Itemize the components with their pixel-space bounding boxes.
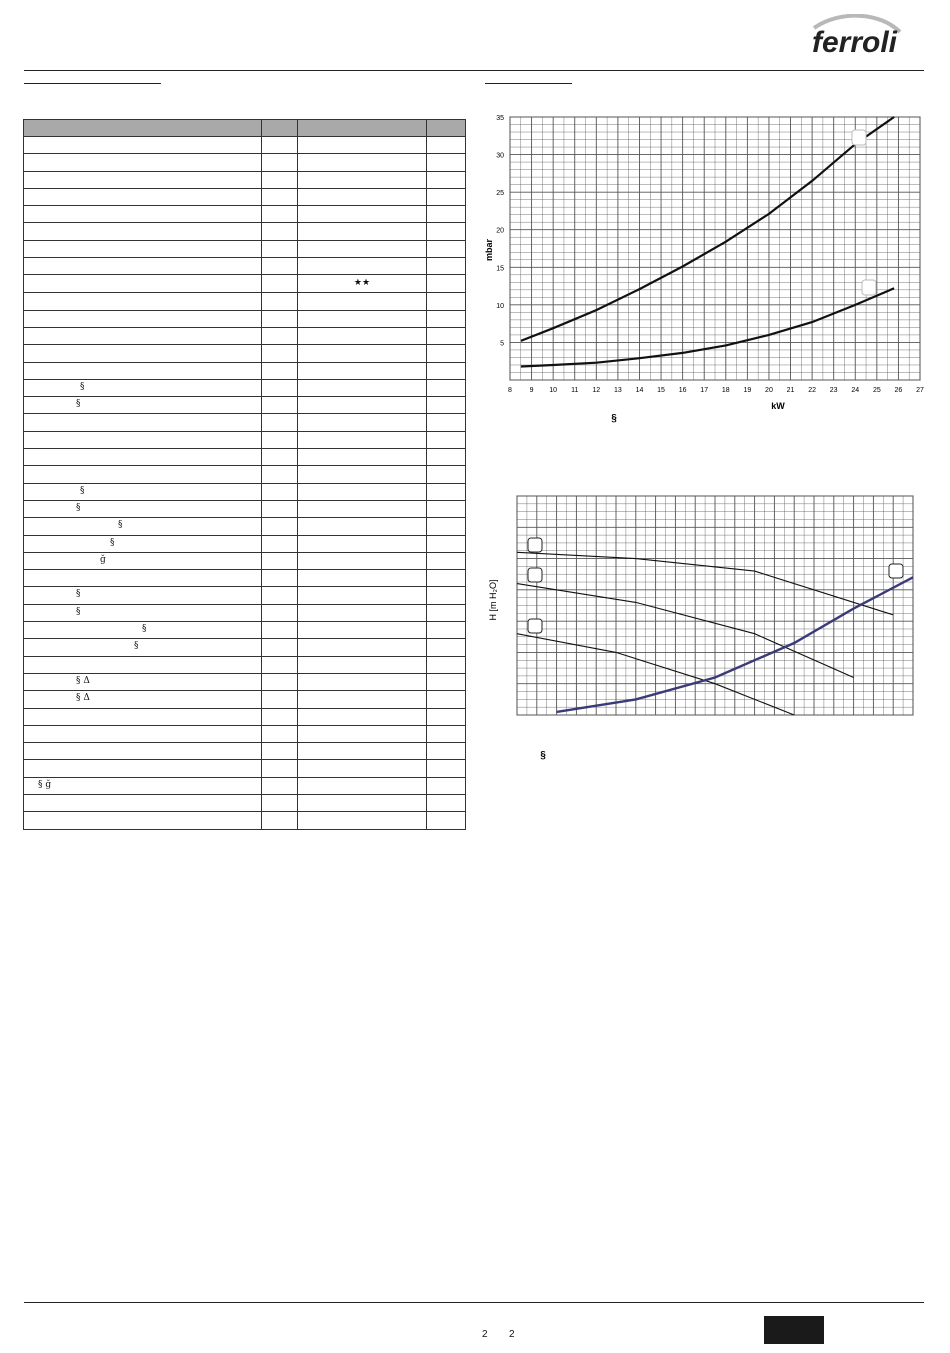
table-row <box>24 570 466 587</box>
page-number-left: 2 <box>482 1329 488 1340</box>
table-cell <box>298 587 427 604</box>
table-cell <box>427 552 466 569</box>
table-row <box>24 587 466 604</box>
brand-text: ferroli <box>812 26 898 58</box>
table-cell <box>262 327 298 344</box>
table-cell <box>298 725 427 742</box>
table-cell <box>24 431 262 448</box>
table-row <box>24 639 466 656</box>
table-cell <box>427 362 466 379</box>
table-cell <box>24 310 262 327</box>
y-tick-label: 30 <box>496 152 504 160</box>
table-cell <box>262 604 298 621</box>
table-cell <box>262 483 298 500</box>
table-cell <box>262 137 298 154</box>
table-row <box>24 414 466 431</box>
table-cell <box>24 483 262 500</box>
left-section-underline <box>24 83 161 84</box>
table-row <box>24 171 466 188</box>
table-cell <box>24 673 262 690</box>
header-cell <box>298 120 427 137</box>
x-tick-label: 8 <box>508 387 512 394</box>
table-cell <box>298 708 427 725</box>
table-cell <box>427 137 466 154</box>
table-cell <box>298 293 427 310</box>
table-cell <box>24 275 262 293</box>
table-cell <box>24 500 262 517</box>
page-number-right: 2 <box>509 1329 515 1340</box>
symbol-text: § <box>80 381 85 392</box>
table-cell <box>427 275 466 293</box>
y-tick-label: 20 <box>496 227 504 235</box>
chart1-caption: § <box>611 413 617 424</box>
table-cell <box>24 171 262 188</box>
table-cell <box>427 639 466 656</box>
table-cell <box>298 414 427 431</box>
table-cell <box>24 466 262 483</box>
symbol-text: § <box>76 502 81 513</box>
table-row <box>24 535 466 552</box>
table-row <box>24 708 466 725</box>
table-cell <box>427 258 466 275</box>
table-cell <box>298 794 427 811</box>
language-tab <box>764 1316 824 1344</box>
table-row <box>24 449 466 466</box>
table-cell <box>262 188 298 205</box>
x-tick-label: 22 <box>808 387 817 394</box>
table-cell <box>427 518 466 535</box>
x-tick-label: 27 <box>916 387 924 394</box>
x-tick-label: 12 <box>592 387 601 394</box>
table-cell <box>262 414 298 431</box>
table-cell <box>262 240 298 257</box>
table-cell <box>298 622 427 639</box>
table-cell <box>427 760 466 777</box>
table-cell <box>427 587 466 604</box>
x-tick-label: 24 <box>851 387 860 394</box>
symbol-text: § Δ <box>76 675 90 686</box>
table-cell <box>298 310 427 327</box>
table-cell <box>427 397 466 414</box>
curve-label-box-a <box>528 538 542 552</box>
table-cell <box>427 293 466 310</box>
table-cell <box>24 327 262 344</box>
table-cell <box>427 310 466 327</box>
table-cell <box>427 223 466 240</box>
table-cell <box>427 812 466 829</box>
table-row <box>24 760 466 777</box>
table-cell <box>262 518 298 535</box>
table-cell <box>24 223 262 240</box>
table-cell <box>427 171 466 188</box>
y-tick-label: 35 <box>496 115 504 122</box>
table-cell <box>427 206 466 223</box>
table-row <box>24 137 466 154</box>
symbol-text: § <box>76 399 81 410</box>
x-tick-label: 16 <box>678 387 687 394</box>
table-cell <box>262 500 298 517</box>
table-cell <box>262 743 298 760</box>
header-rule <box>24 70 924 71</box>
table-cell <box>298 691 427 708</box>
table-cell <box>262 154 298 171</box>
x-tick-label: 23 <box>829 387 838 394</box>
table-cell <box>298 362 427 379</box>
table-cell <box>298 431 427 448</box>
table-cell <box>262 431 298 448</box>
table-row <box>24 777 466 794</box>
table-cell <box>298 518 427 535</box>
table-cell <box>298 500 427 517</box>
y-tick-label: 5 <box>500 340 504 348</box>
table-cell <box>262 223 298 240</box>
table-cell <box>298 552 427 569</box>
table-row <box>24 656 466 673</box>
table-cell <box>24 535 262 552</box>
x-tick-label: 17 <box>700 387 709 394</box>
table-cell <box>427 708 466 725</box>
table-cell <box>427 188 466 205</box>
table-cell <box>262 812 298 829</box>
table-cell <box>24 570 262 587</box>
symbol-text: ğ <box>100 554 106 565</box>
table-cell <box>427 431 466 448</box>
table-row <box>24 397 466 414</box>
table-row <box>24 293 466 310</box>
chart2-grid <box>517 496 913 715</box>
y-tick-label: 15 <box>496 265 504 273</box>
table-cell <box>298 639 427 656</box>
table-cell <box>427 691 466 708</box>
y-tick-label: 25 <box>496 190 504 198</box>
symbol-text: § <box>76 589 81 600</box>
table-cell <box>24 604 262 621</box>
table-row <box>24 673 466 690</box>
table-cell <box>298 154 427 171</box>
table-cell <box>298 673 427 690</box>
table-cell: ★★ <box>298 275 427 293</box>
header-cell <box>24 120 262 137</box>
table-cell <box>24 743 262 760</box>
table-row <box>24 327 466 344</box>
table-cell <box>427 673 466 690</box>
table-row <box>24 310 466 327</box>
table-cell <box>262 794 298 811</box>
table-cell <box>427 414 466 431</box>
table-cell <box>262 725 298 742</box>
table-cell <box>298 240 427 257</box>
table-cell <box>24 137 262 154</box>
table-cell <box>24 622 262 639</box>
table-row <box>24 743 466 760</box>
table-cell <box>24 449 262 466</box>
table-row <box>24 345 466 362</box>
chart1-xlabel: kW <box>771 401 785 411</box>
x-tick-label: 11 <box>571 387 579 394</box>
table-cell <box>24 794 262 811</box>
x-tick-label: 25 <box>872 387 881 394</box>
table-cell <box>262 535 298 552</box>
table-cell <box>298 327 427 344</box>
chart1-ylabel: mbar <box>484 238 494 262</box>
table-row <box>24 483 466 500</box>
table-row <box>24 154 466 171</box>
table-cell <box>298 656 427 673</box>
table-cell <box>298 449 427 466</box>
table-cell <box>427 327 466 344</box>
table-cell <box>24 639 262 656</box>
table-cell <box>262 656 298 673</box>
symbol-text: § ğ <box>38 779 52 790</box>
table-cell <box>298 466 427 483</box>
table-cell <box>427 794 466 811</box>
table-cell <box>262 622 298 639</box>
table-row <box>24 206 466 223</box>
x-tick-label: 21 <box>786 387 795 394</box>
table-row <box>24 223 466 240</box>
series-line-upper <box>521 117 894 341</box>
table-cell <box>24 345 262 362</box>
table-cell <box>24 760 262 777</box>
table-cell <box>298 137 427 154</box>
table-cell <box>427 570 466 587</box>
x-tick-label: 15 <box>657 387 665 394</box>
table-row <box>24 188 466 205</box>
ferroli-logo <box>810 14 902 58</box>
table-cell <box>24 362 262 379</box>
table-cell <box>427 535 466 552</box>
table-cell <box>262 310 298 327</box>
table-cell <box>24 154 262 171</box>
table-cell <box>24 708 262 725</box>
curve-label-box-b <box>528 568 542 582</box>
table-cell <box>262 397 298 414</box>
table-row <box>24 258 466 275</box>
curve-label-box-lower <box>862 280 876 295</box>
table-cell <box>262 275 298 293</box>
table-cell <box>24 206 262 223</box>
table-cell <box>298 345 427 362</box>
table-row <box>24 622 466 639</box>
table-cell <box>262 206 298 223</box>
symbol-text: § <box>118 520 123 531</box>
table-cell <box>262 552 298 569</box>
table-cell <box>262 293 298 310</box>
table-cell <box>298 483 427 500</box>
x-tick-label: 10 <box>549 387 558 394</box>
table-cell <box>427 656 466 673</box>
table-cell <box>298 188 427 205</box>
x-tick-label: 9 <box>529 387 534 394</box>
table-cell <box>262 760 298 777</box>
table-cell <box>24 812 262 829</box>
table-cell <box>427 154 466 171</box>
table-cell <box>24 777 262 794</box>
technical-data-table <box>23 119 466 830</box>
table-cell <box>262 171 298 188</box>
table-cell <box>24 691 262 708</box>
table-cell <box>427 466 466 483</box>
table-cell <box>298 379 427 396</box>
table-row <box>24 500 466 517</box>
table-cell <box>24 188 262 205</box>
table-cell <box>262 673 298 690</box>
chart2-caption: § <box>540 750 546 761</box>
chart1-ticks <box>496 115 924 394</box>
table-cell <box>427 345 466 362</box>
table-row <box>24 466 466 483</box>
symbol-text: § <box>134 641 139 652</box>
curve-label-box-system <box>889 564 903 578</box>
symbol-text: § <box>80 485 85 496</box>
curve-label-box-c <box>528 619 542 633</box>
table-cell <box>298 743 427 760</box>
table-row <box>24 275 466 293</box>
table-row <box>24 604 466 621</box>
table-row <box>24 431 466 448</box>
footer-rule <box>24 1302 924 1303</box>
table-cell <box>262 258 298 275</box>
table-row <box>24 794 466 811</box>
table-cell <box>24 258 262 275</box>
table-cell <box>298 397 427 414</box>
table-cell <box>262 777 298 794</box>
table-cell <box>427 483 466 500</box>
table-cell <box>24 656 262 673</box>
table-cell <box>427 777 466 794</box>
symbol-text: § <box>76 606 81 617</box>
header-cell <box>427 120 466 137</box>
x-tick-label: 26 <box>894 387 903 394</box>
table-cell <box>24 587 262 604</box>
table-cell <box>262 449 298 466</box>
table-cell <box>24 379 262 396</box>
x-tick-label: 14 <box>635 387 644 394</box>
pump-head-chart <box>480 490 930 770</box>
table-cell <box>427 604 466 621</box>
table-row <box>24 240 466 257</box>
table-cell <box>262 466 298 483</box>
table-row <box>24 518 466 535</box>
table-cell <box>24 293 262 310</box>
table-cell <box>298 812 427 829</box>
table-cell <box>262 639 298 656</box>
table-cell <box>427 725 466 742</box>
table-row <box>24 812 466 829</box>
table-cell <box>298 206 427 223</box>
table-row <box>24 379 466 396</box>
x-tick-label: 20 <box>765 387 773 394</box>
gas-pressure-chart <box>480 110 930 430</box>
table-cell <box>24 518 262 535</box>
symbol-text: § <box>110 537 115 548</box>
table-row <box>24 725 466 742</box>
table-cell <box>427 743 466 760</box>
table-cell <box>298 760 427 777</box>
y-tick-label: 10 <box>496 302 504 310</box>
x-tick-label: 19 <box>743 387 752 394</box>
table-cell <box>298 570 427 587</box>
table-cell <box>24 397 262 414</box>
table-cell <box>262 362 298 379</box>
table-cell <box>427 449 466 466</box>
x-tick-label: 13 <box>613 387 622 394</box>
table-cell <box>298 535 427 552</box>
table-cell <box>298 604 427 621</box>
table-cell <box>427 500 466 517</box>
table-cell <box>298 777 427 794</box>
table-cell <box>24 725 262 742</box>
table-row <box>24 691 466 708</box>
symbol-text: § <box>142 624 147 635</box>
table-cell <box>262 570 298 587</box>
table-cell <box>24 552 262 569</box>
right-section-underline <box>485 83 572 84</box>
symbol-text: § Δ <box>76 693 90 704</box>
table-cell <box>262 379 298 396</box>
table-cell <box>262 691 298 708</box>
table-cell <box>427 240 466 257</box>
table-cell <box>298 258 427 275</box>
table-row <box>24 552 466 569</box>
curve-label-box-upper <box>852 130 866 145</box>
table-cell <box>262 708 298 725</box>
header-cell <box>262 120 298 137</box>
table-cell <box>298 171 427 188</box>
table-cell <box>298 223 427 240</box>
x-tick-label: 18 <box>721 387 730 394</box>
table-cell <box>427 379 466 396</box>
table-header-row <box>24 120 466 137</box>
table-row <box>24 362 466 379</box>
table-cell <box>262 345 298 362</box>
chart2-ylabel: H [m H₂O] <box>488 579 498 621</box>
table-cell <box>427 622 466 639</box>
table-cell <box>262 587 298 604</box>
table-cell <box>24 414 262 431</box>
table-cell <box>24 240 262 257</box>
